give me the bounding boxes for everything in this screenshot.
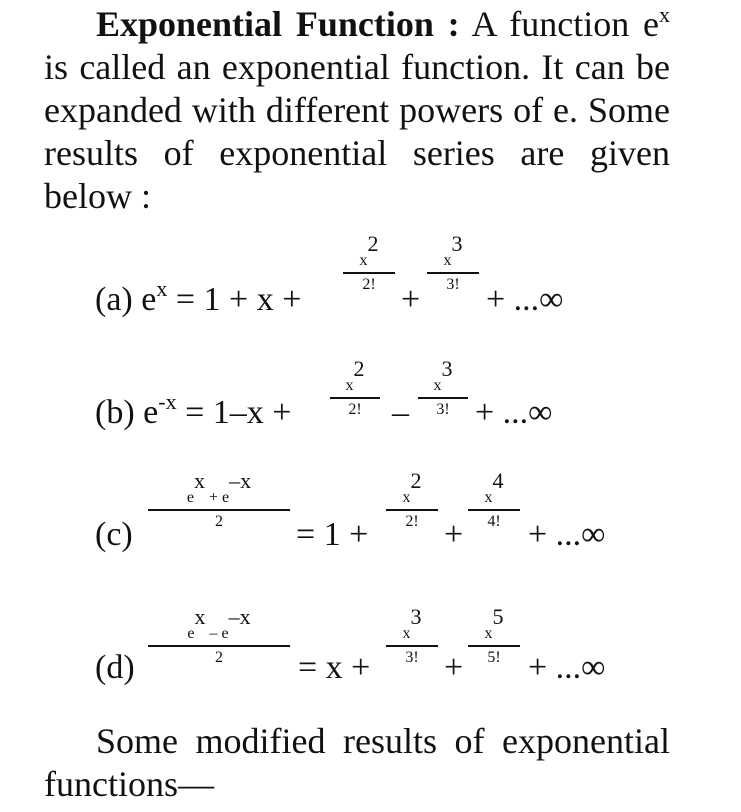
eq-a-lhs-base: e — [141, 281, 157, 318]
intro-paragraph — [44, 3, 670, 218]
eq-d-op1: + — [444, 649, 464, 686]
intro-sup: x — [659, 2, 670, 27]
eq-a-lhs-sup: x — [156, 276, 168, 301]
eq-a-label: (a) — [95, 281, 133, 318]
eq-d-tail: + ...∞ — [528, 649, 606, 686]
eq-d-term2: x5 5! — [468, 620, 520, 666]
eq-b-label: (b) — [95, 394, 135, 431]
eq-b-op1: – — [392, 394, 409, 431]
eq-a-tail: + ...∞ — [486, 281, 564, 318]
intro-text: A function e — [459, 4, 659, 44]
eq-d-label: (d) — [95, 649, 135, 686]
eq-d-term1: x3 3! — [386, 620, 438, 666]
eq-a-term2: x3 3! — [427, 247, 479, 293]
eq-c-term1: x2 2! — [386, 484, 438, 530]
eq-b-tail: + ...∞ — [475, 394, 553, 431]
eq-c-label: (c) — [95, 516, 133, 553]
heading: Exponential Function : — [96, 4, 460, 44]
eq-c-lhs: ex + e–x 2 — [148, 484, 290, 530]
eq-c-op1: + — [444, 516, 464, 553]
eq-a-op1: + — [401, 281, 421, 318]
eq-b-lhs-sup: -x — [158, 389, 177, 414]
eq-a-term1: x2 2! — [343, 247, 395, 293]
eq-c-term2: x4 4! — [468, 484, 520, 530]
eq-b-lhs-base: e — [143, 394, 159, 431]
intro-rest: is called an exponential function. It can be expanded with different powers of e. Some results of exponential series are given below : — [44, 47, 670, 216]
eq-b-lhs-rest: = 1–x + — [176, 394, 292, 431]
eq-c-tail: + ...∞ — [528, 516, 606, 553]
closing-text: Some modified results of exponential functions— — [44, 721, 670, 804]
closing-paragraph — [44, 720, 670, 806]
eq-d-eq: = x + — [298, 649, 371, 686]
eq-d-lhs: ex – e–x 2 — [148, 620, 290, 666]
eq-c-eq: = 1 + — [296, 516, 369, 553]
eq-b-term1: x2 2! — [330, 372, 380, 418]
eq-a-lhs-rest: = 1 + x + — [167, 281, 302, 318]
eq-b-term2: x3 3! — [418, 372, 468, 418]
